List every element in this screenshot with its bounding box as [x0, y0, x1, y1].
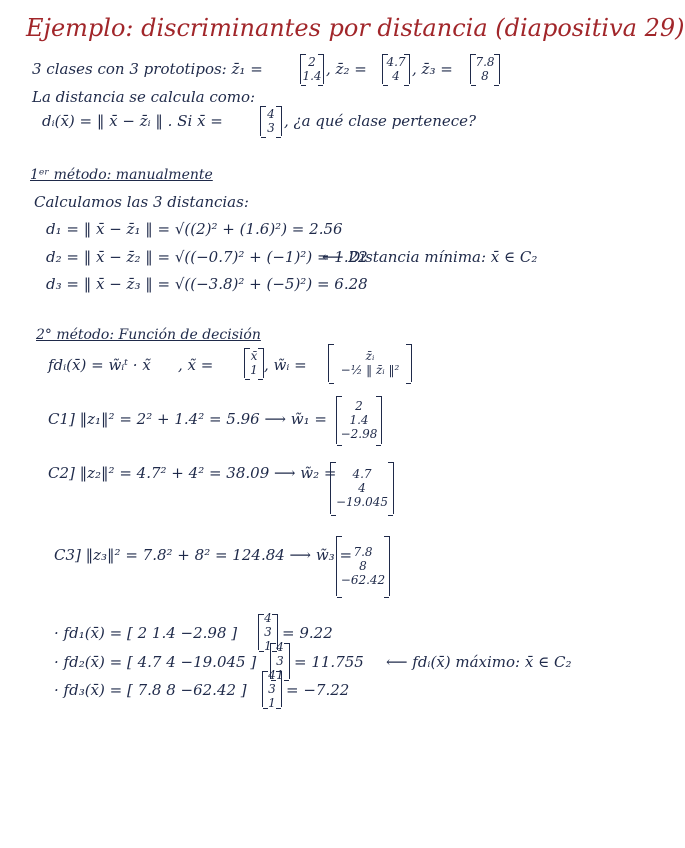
z1-vector: [300, 54, 324, 84]
weight-definition-component: −½ ‖ z̄ᵢ ‖²: [340, 363, 400, 377]
w1-component: −2.98: [340, 427, 378, 441]
method2-heading: 2° método: Función de decisión: [36, 327, 261, 343]
class2-norm: C2] ‖z₂‖² = 4.7² + 4² = 38.09 ⟶ w̃₂ =: [48, 464, 337, 482]
w2-vector: [330, 462, 394, 514]
method1-heading: 1ᵉʳ método: manualmente: [30, 167, 213, 183]
augmented-x-vector: [244, 348, 264, 378]
decision-fd3: · fd₃(x̄) = [ 7.8 8 −62.42 ]: [54, 681, 247, 699]
z2-component: 4: [392, 69, 400, 83]
intro-question: , ¿a qué clase pertenece?: [284, 112, 477, 130]
w2-component: −19.045: [335, 495, 389, 509]
minimum-distance-note: ⟵ Distancia mínima: x̄ ∈ C₂: [322, 248, 538, 266]
z2-component: 4.7: [386, 55, 406, 69]
z3-vector: [470, 54, 500, 84]
x-component: 3: [267, 121, 275, 135]
intro-separator: , z̄₂ =: [326, 60, 367, 78]
x-aug-component: 4: [264, 611, 272, 625]
x-vector: [260, 106, 282, 136]
x-aug-component: 4: [268, 668, 276, 682]
intro-distance-formula: dᵢ(x̄) = ‖ x̄ − z̄ᵢ ‖ . Si x̄ =: [42, 112, 223, 130]
w2-component: 4.7: [352, 467, 372, 481]
w3-component: 8: [359, 559, 367, 573]
z3-component: 8: [481, 69, 489, 83]
augmented-x-label: , x̃ =: [178, 356, 214, 374]
decision-fd1: · fd₁(x̄) = [ 2 1.4 −2.98 ]: [54, 624, 238, 642]
w1-vector: [336, 396, 382, 444]
class3-norm: C3] ‖z₃‖² = 7.8² + 8² = 124.84 ⟶ w̃₃ =: [54, 546, 353, 564]
class1-norm: C1] ‖z₁‖² = 2² + 1.4² = 5.96 ⟶ w̃₁ =: [48, 410, 327, 428]
fd3-result: = −7.22: [286, 681, 350, 699]
distance-d2: d₂ = ‖ x̄ − z̄₂ ‖ = √((−0.7)² + (−1)²) = 1.22: [46, 248, 368, 266]
z1-component: 2: [308, 55, 316, 69]
page-title: Ejemplo: discriminantes por distancia (diapositiva 29): [26, 14, 685, 42]
fd3-x-vector: [262, 668, 282, 710]
augmented-x-component: x̄: [250, 349, 258, 363]
w3-component: −62.42: [340, 573, 386, 587]
z1-component: 1.4: [302, 69, 322, 83]
weight-vector-label: , w̃ᵢ =: [264, 356, 307, 374]
x-aug-component: 4: [276, 640, 284, 654]
distance-d3: d₃ = ‖ x̄ − z̄₃ ‖ = √((−3.8)² + (−5)²) = 6.28: [46, 275, 368, 293]
augmented-x-component: 1: [250, 363, 258, 377]
fd1-result: = 9.22: [282, 624, 333, 642]
x-aug-component: 1: [268, 696, 276, 710]
w1-component: 2: [355, 399, 363, 413]
fd2-result: = 11.755: [294, 653, 364, 671]
x-aug-component: 3: [268, 682, 276, 696]
decision-function-definition: fdᵢ(x̄) = w̃ᵢᵗ · x̃: [48, 356, 151, 374]
x-aug-component: 1: [264, 639, 272, 653]
x-aug-component: 3: [264, 625, 272, 639]
w3-component: 7.8: [353, 545, 373, 559]
x-component: 4: [267, 107, 275, 121]
intro-distance-label: La distancia se calcula como:: [32, 88, 256, 106]
weight-definition-component: z̄ᵢ: [365, 349, 375, 363]
w1-component: 1.4: [349, 413, 369, 427]
decision-fd2: · fd₂(x̄) = [ 4.7 4 −19.045 ]: [54, 653, 257, 671]
method1-intro: Calculamos las 3 distancias:: [34, 193, 249, 211]
intro-prototypes-label: 3 clases con 3 prototipos: z̄₁ =: [32, 60, 263, 78]
z3-component: 7.8: [475, 55, 495, 69]
intro-separator: , z̄₃ =: [412, 60, 453, 78]
weight-vector-definition: [328, 344, 412, 382]
distance-d1: d₁ = ‖ x̄ − z̄₁ ‖ = √((2)² + (1.6)²) = 2.56: [46, 220, 343, 238]
x-aug-component: 3: [276, 654, 284, 668]
w3-vector: [336, 536, 390, 596]
maximum-decision-note: ⟵ fdᵢ(x̄) máximo: x̄ ∈ C₂: [386, 653, 572, 671]
x-aug-component: 1: [276, 668, 284, 682]
w2-component: 4: [358, 481, 366, 495]
z2-vector: [382, 54, 410, 84]
